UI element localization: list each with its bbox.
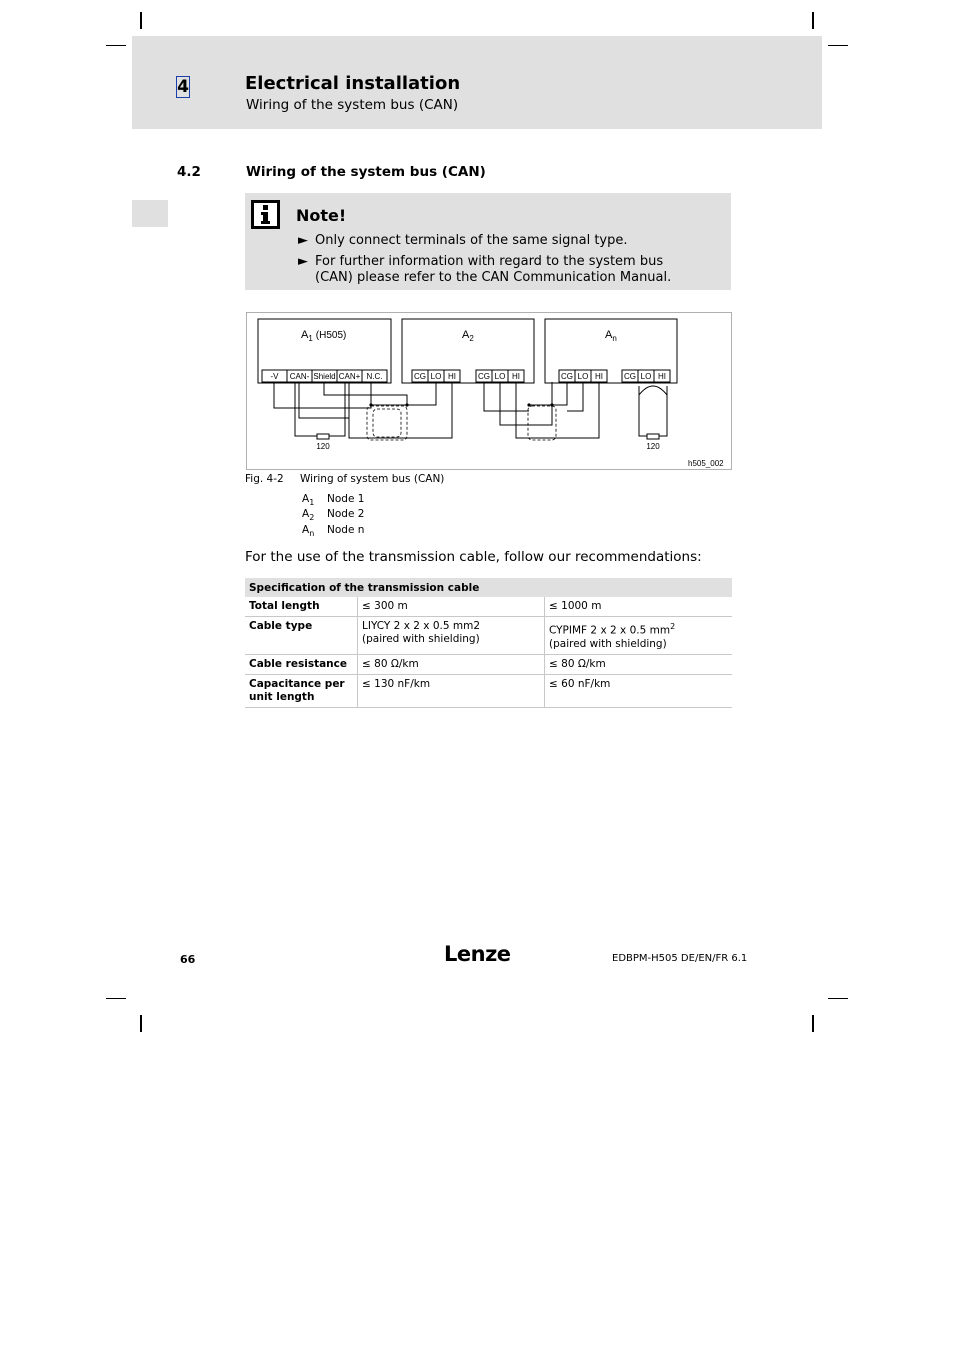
- terminal-label: LO: [577, 372, 589, 381]
- cell-value: ≤ 60 nF/km: [545, 674, 733, 707]
- table-row: [245, 597, 732, 617]
- bullet-marker: ►: [298, 254, 308, 269]
- chapter-number[interactable]: 4: [177, 77, 189, 97]
- crop-mark: [106, 998, 126, 999]
- legend-symbol: $A_1$: [302, 493, 315, 508]
- figure-caption-text: Wiring of system bus (CAN): [300, 473, 445, 485]
- cell-value: CYPIMF 2 x 2 x 0.5 $mm^2$ (paired with shielding): [545, 617, 733, 655]
- cell-value: ≤ 1000 m: [545, 597, 733, 617]
- legend-symbol: $A_2$: [302, 508, 315, 523]
- note-box: [245, 193, 731, 290]
- crop-mark: [812, 1015, 814, 1032]
- crop-mark: [140, 12, 142, 29]
- cell-value: ≤ 80 Ω/km: [358, 654, 545, 674]
- cell-value: ≤ 80 Ω/km: [545, 654, 733, 674]
- terminal-label: CG: [624, 372, 636, 381]
- wiring-figure: [246, 312, 732, 470]
- cell-value: ≤ 300 m: [358, 597, 545, 617]
- spec-table: [245, 578, 732, 708]
- terminal-label: N.C.: [366, 372, 383, 381]
- node-label-a1: $A_1$ (H505): [301, 329, 347, 343]
- terminal-label: HI: [658, 372, 666, 381]
- terminal-label: CAN+: [338, 372, 361, 381]
- figure-caption-number: Fig. 4-2: [245, 473, 284, 485]
- table-header-row: [245, 578, 732, 597]
- row-label: Total length: [245, 597, 358, 617]
- note-title: Note!: [296, 206, 347, 225]
- document-reference: EDBPM-H505 DE/EN/FR 6.1: [612, 953, 748, 964]
- section-number: 4.2: [177, 164, 201, 180]
- side-tab-marker: [132, 200, 168, 227]
- crop-mark: [828, 998, 848, 999]
- table-row: [245, 674, 732, 707]
- cell-value: LIYCY 2 x 2 x 0.5 mm2 (paired with shielding): [358, 617, 545, 655]
- legend-text: Node 2: [327, 508, 365, 520]
- info-icon: [251, 200, 280, 229]
- terminal-label: LO: [640, 372, 652, 381]
- terminal-label: HI: [448, 372, 456, 381]
- terminal-label: LO: [430, 372, 442, 381]
- info-glyph: [254, 203, 277, 226]
- crop-mark: [106, 45, 126, 46]
- table-title: Specification of the transmission cable: [245, 578, 732, 597]
- terminal-label: CG: [561, 372, 573, 381]
- chapter-subtitle: Wiring of the system bus (CAN): [246, 97, 459, 113]
- terminal-label: CG: [414, 372, 426, 381]
- figure-image-id: h505_002: [688, 459, 724, 468]
- row-label: Capacitance per unit length: [245, 674, 358, 707]
- note-item: Only connect terminals of the same signal type.: [315, 233, 628, 248]
- bullet-marker: ►: [298, 233, 308, 248]
- section-title: Wiring of the system bus (CAN): [246, 164, 486, 180]
- terminal-label: Shield: [313, 372, 336, 381]
- terminal-label: LO: [494, 372, 506, 381]
- legend-text: Node n: [327, 524, 365, 536]
- row-label: Cable resistance: [245, 654, 358, 674]
- lenze-logo: Lenze: [444, 942, 511, 966]
- crop-mark: [812, 12, 814, 29]
- note-item: For further information with regard to the system bus (CAN) please refer to the CAN Communication Manual.: [315, 254, 672, 285]
- node-label-a2: $A_2$: [462, 329, 474, 343]
- wiring-diagram: [247, 313, 733, 471]
- terminal-label: HI: [595, 372, 603, 381]
- node-label-an: $A_n$: [605, 329, 617, 343]
- table-row: [245, 617, 732, 655]
- terminal-label: CG: [478, 372, 490, 381]
- legend-symbol: $A_n$: [302, 524, 315, 539]
- terminal-label: CAN-: [289, 372, 310, 381]
- resistor-label: 120: [316, 442, 330, 451]
- terminal-label: -V: [270, 372, 279, 381]
- page-number: 66: [180, 953, 196, 966]
- chapter-title: Electrical installation: [245, 73, 461, 94]
- resistor-label: 120: [646, 442, 660, 451]
- crop-mark: [828, 45, 848, 46]
- table-row: [245, 654, 732, 674]
- intro-paragraph: For the use of the transmission cable, follow our recommendations:: [245, 549, 702, 565]
- crop-mark: [140, 1015, 142, 1032]
- legend-text: Node 1: [327, 493, 365, 505]
- cell-value: ≤ 130 nF/km: [358, 674, 545, 707]
- chapter-header-band: [132, 36, 822, 129]
- terminal-label: HI: [512, 372, 520, 381]
- row-label: Cable type: [245, 617, 358, 655]
